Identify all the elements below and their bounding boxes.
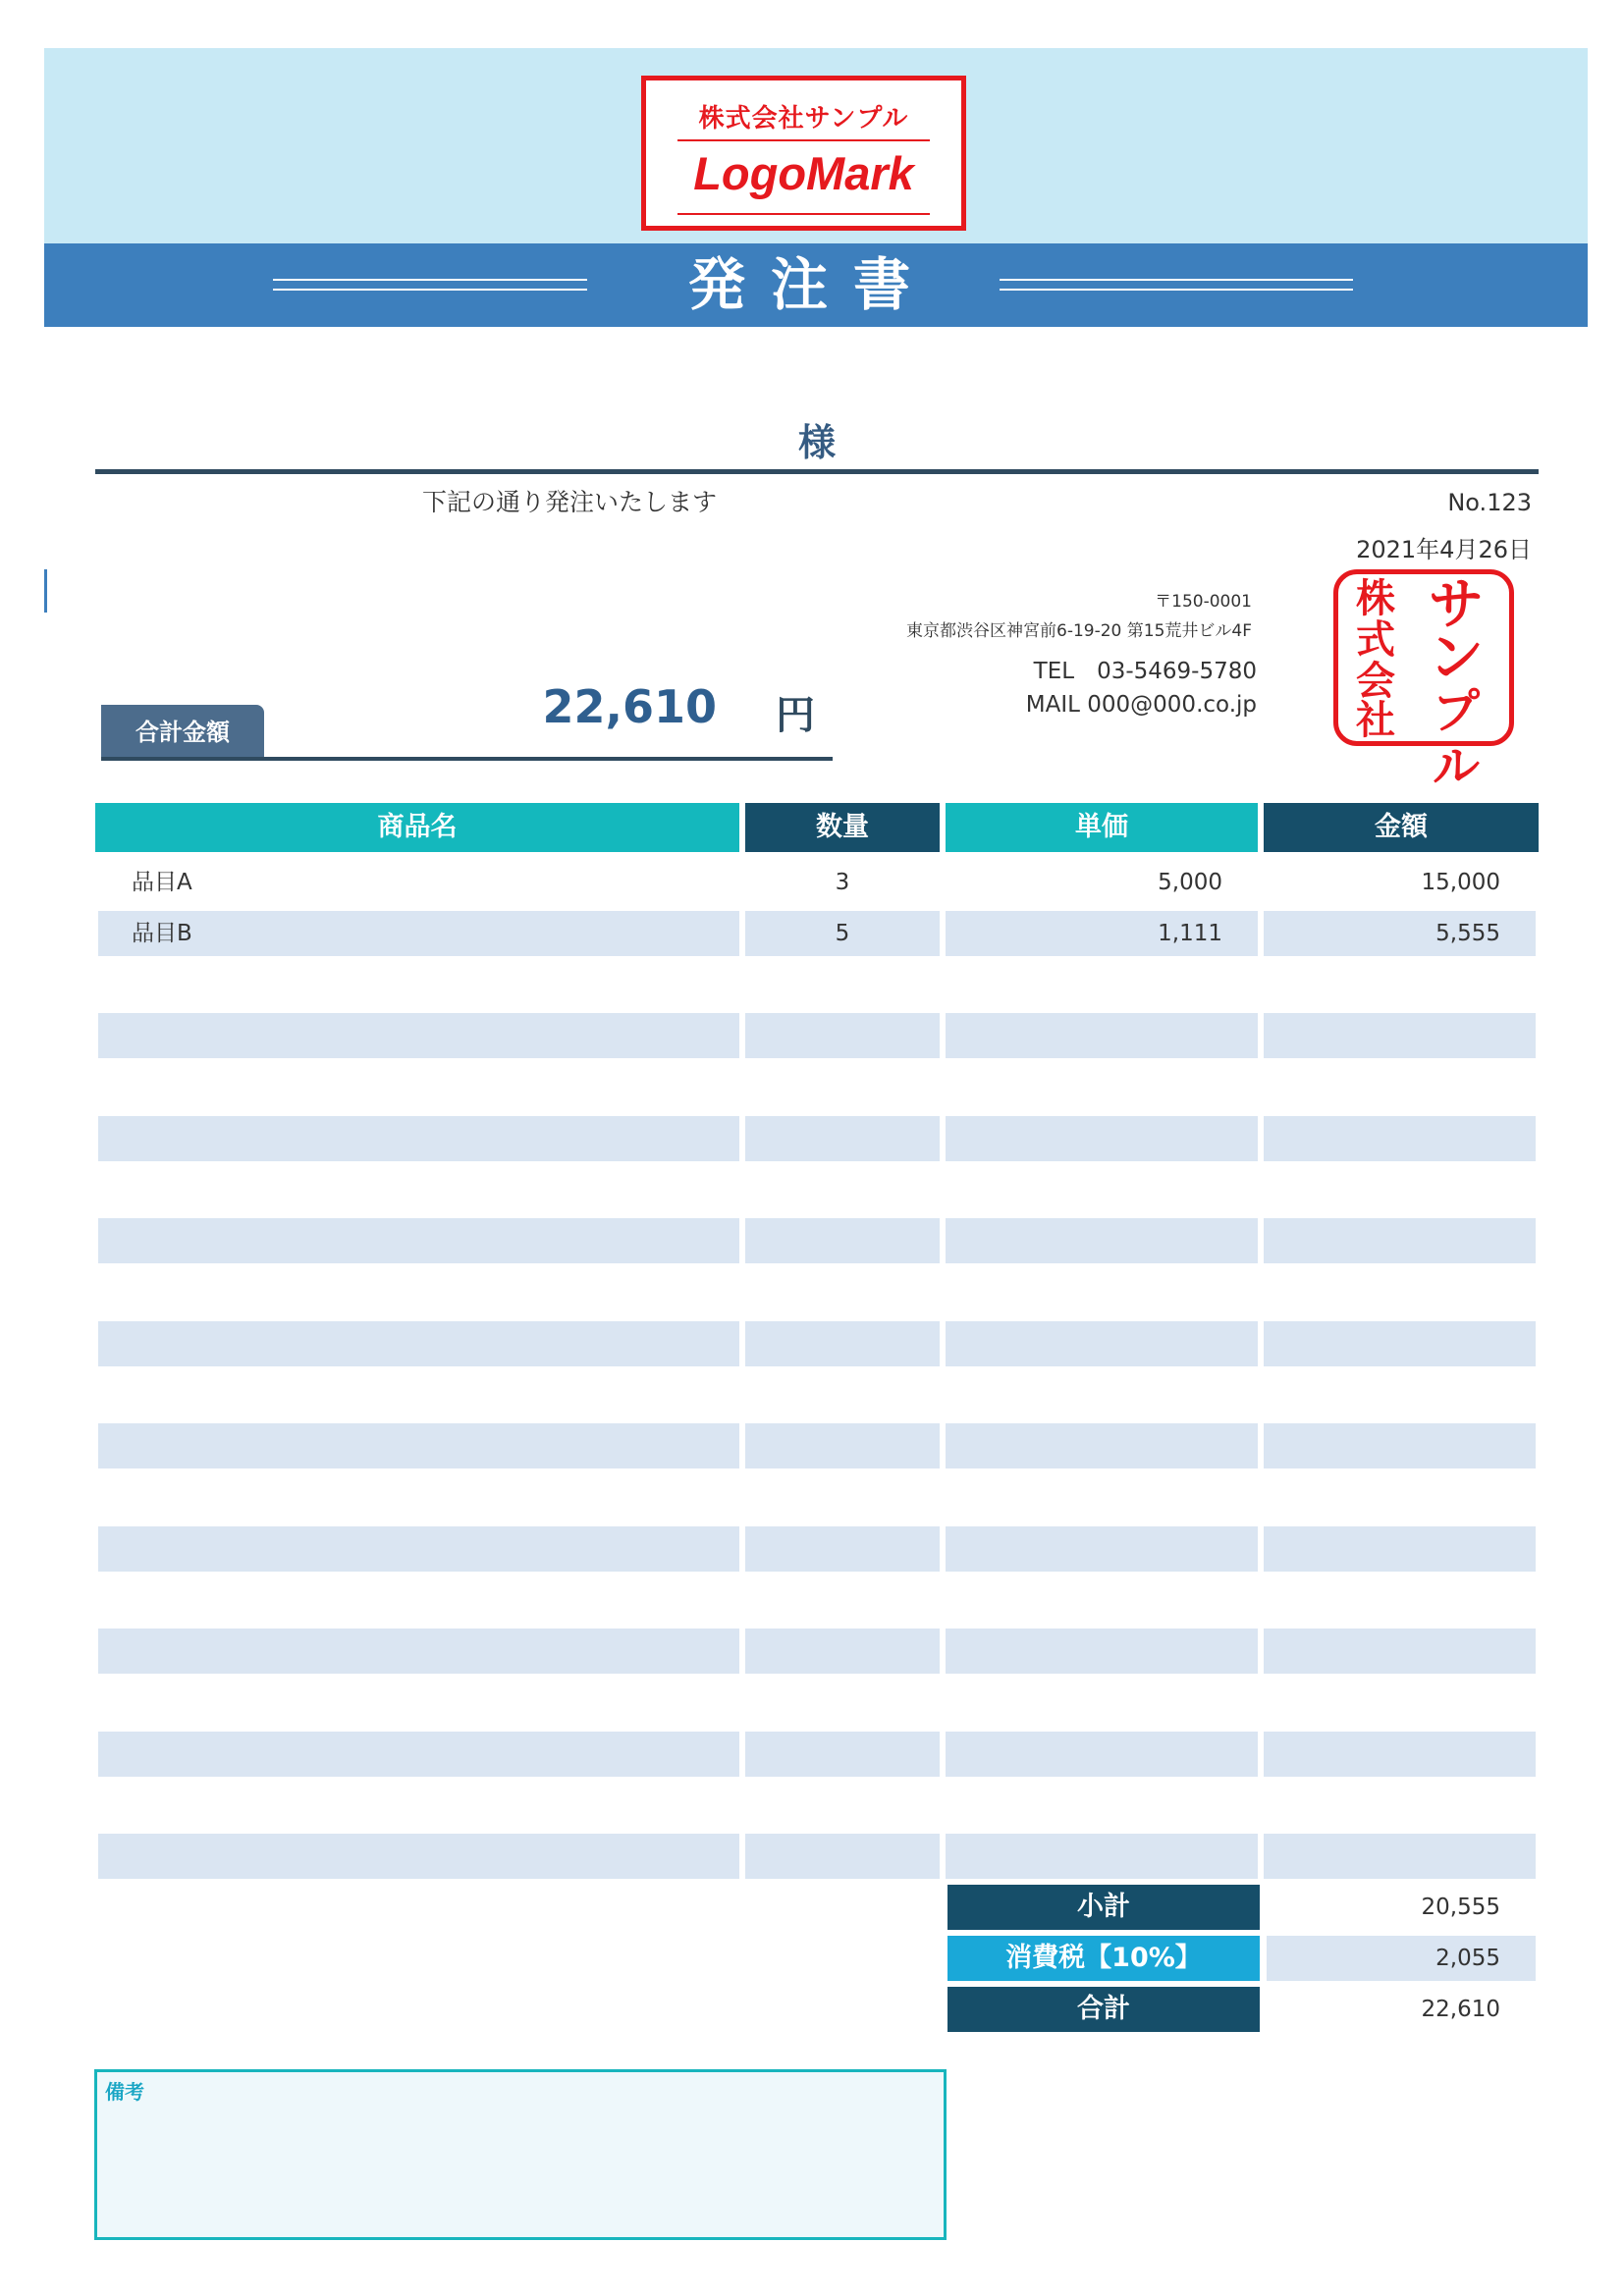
cell-amount: 5,555	[1264, 911, 1536, 956]
tax-label: 消費税【10%】	[947, 1936, 1260, 1981]
title-deco-line	[273, 289, 587, 291]
seal-glyph: 式	[1356, 617, 1395, 663]
cell-qty	[745, 1423, 940, 1468]
intro-text: 下記の通り発注いたします	[422, 488, 718, 516]
seal-glyph: 社	[1356, 698, 1395, 743]
cell-amount	[1264, 1321, 1536, 1366]
sender-tel: TEL 03-5469-5780	[1033, 659, 1257, 684]
grand-total-label: 合計	[947, 1987, 1260, 2032]
seal-glyph: ン	[1429, 626, 1484, 690]
total-underline	[101, 757, 833, 761]
subtotal-label: 小計	[947, 1885, 1260, 1930]
cell-name: 品目A	[132, 870, 192, 895]
cell-price	[946, 1116, 1258, 1161]
cell-qty	[745, 1218, 940, 1263]
remarks-label: 備考	[105, 2080, 144, 2104]
table-row	[95, 1013, 1539, 1058]
seal-glyph: プル	[1432, 684, 1480, 794]
logo-rule	[677, 139, 930, 141]
cell-amount	[1264, 1116, 1536, 1161]
cell-qty	[745, 1629, 940, 1674]
cell-amount: 15,000	[1421, 870, 1500, 895]
total-label: 合計金額	[135, 719, 230, 746]
cell-qty: 5	[745, 911, 940, 956]
cell-qty	[745, 1116, 940, 1161]
cell-amount	[1264, 1629, 1536, 1674]
document-title: 発注書	[687, 251, 936, 318]
cell-name	[98, 1116, 739, 1161]
addressee-rule	[95, 469, 1539, 474]
company-seal-stamp	[1333, 569, 1514, 794]
grand-total-value: 22,610	[1421, 1997, 1500, 2022]
table-row	[95, 1834, 1539, 1879]
document-number: No.123	[1447, 489, 1532, 516]
cell-amount	[1264, 1834, 1536, 1879]
cell-name	[98, 1013, 739, 1058]
seal-glyph: 株	[1356, 576, 1395, 621]
cell-price	[946, 1321, 1258, 1366]
tax-value: 2,055	[1267, 1936, 1536, 1981]
cell-amount	[1264, 1013, 1536, 1058]
sender-postal: 〒150-0001	[1155, 592, 1252, 612]
cell-price: 5,000	[1158, 870, 1222, 895]
title-deco-line	[1000, 279, 1353, 281]
cell-price	[946, 1732, 1258, 1777]
cell-price	[946, 1423, 1258, 1468]
addressee: 様	[797, 421, 836, 464]
seal-glyph: 会	[1356, 659, 1395, 704]
title-deco-line	[273, 279, 587, 281]
seal-glyph: サ	[1429, 573, 1484, 637]
cell-name	[98, 1834, 739, 1879]
cell-name	[98, 1321, 739, 1366]
column-header-amount: 金額	[1264, 803, 1539, 852]
logo-rule	[677, 213, 930, 215]
table-row	[95, 1423, 1539, 1468]
cell-amount	[1264, 1423, 1536, 1468]
total-amount: 22,610	[542, 680, 717, 733]
cell-qty: 3	[835, 870, 850, 895]
cell-price: 1,111	[946, 911, 1258, 956]
cell-price	[946, 1526, 1258, 1572]
column-header-name: 商品名	[95, 803, 739, 852]
remarks-box[interactable]	[94, 2069, 947, 2240]
cell-name	[98, 1526, 739, 1572]
logo-mark-text: LogoMark	[693, 147, 914, 199]
cell-qty	[745, 1321, 940, 1366]
table-row	[95, 1629, 1539, 1674]
column-header-qty: 数量	[745, 803, 940, 852]
cell-amount	[1264, 1732, 1536, 1777]
cell-qty	[745, 1732, 940, 1777]
cell-qty	[745, 1013, 940, 1058]
cell-price	[946, 1629, 1258, 1674]
table-row	[95, 1321, 1539, 1366]
cell-price	[946, 1218, 1258, 1263]
table-row	[95, 1526, 1539, 1572]
margin-mark	[44, 569, 47, 613]
logo-company-name: 株式会社サンプル	[698, 104, 909, 133]
title-deco-line	[1000, 289, 1353, 291]
document-date: 2021年4月26日	[1356, 536, 1532, 563]
subtotal-value: 20,555	[1421, 1895, 1500, 1920]
table-row	[95, 1732, 1539, 1777]
cell-qty	[745, 1526, 940, 1572]
cell-name: 品目B	[98, 911, 739, 956]
cell-name	[98, 1732, 739, 1777]
cell-amount	[1264, 1526, 1536, 1572]
table-row	[95, 1116, 1539, 1161]
cell-name	[98, 1218, 739, 1263]
table-row	[95, 860, 1539, 905]
sender-mail: MAIL 000@000.co.jp	[1025, 692, 1257, 718]
cell-qty	[745, 1834, 940, 1879]
column-header-price: 単価	[946, 803, 1258, 852]
table-row	[95, 911, 1539, 956]
total-currency-unit: 円	[776, 693, 815, 738]
cell-name	[98, 1423, 739, 1468]
company-logo	[641, 76, 966, 231]
cell-price	[946, 1013, 1258, 1058]
cell-amount	[1264, 1218, 1536, 1263]
cell-price	[946, 1834, 1258, 1879]
table-row	[95, 1218, 1539, 1263]
sender-address: 東京都渋谷区神宮前6-19-20 第15荒井ビル4F	[906, 621, 1252, 641]
cell-name	[98, 1629, 739, 1674]
